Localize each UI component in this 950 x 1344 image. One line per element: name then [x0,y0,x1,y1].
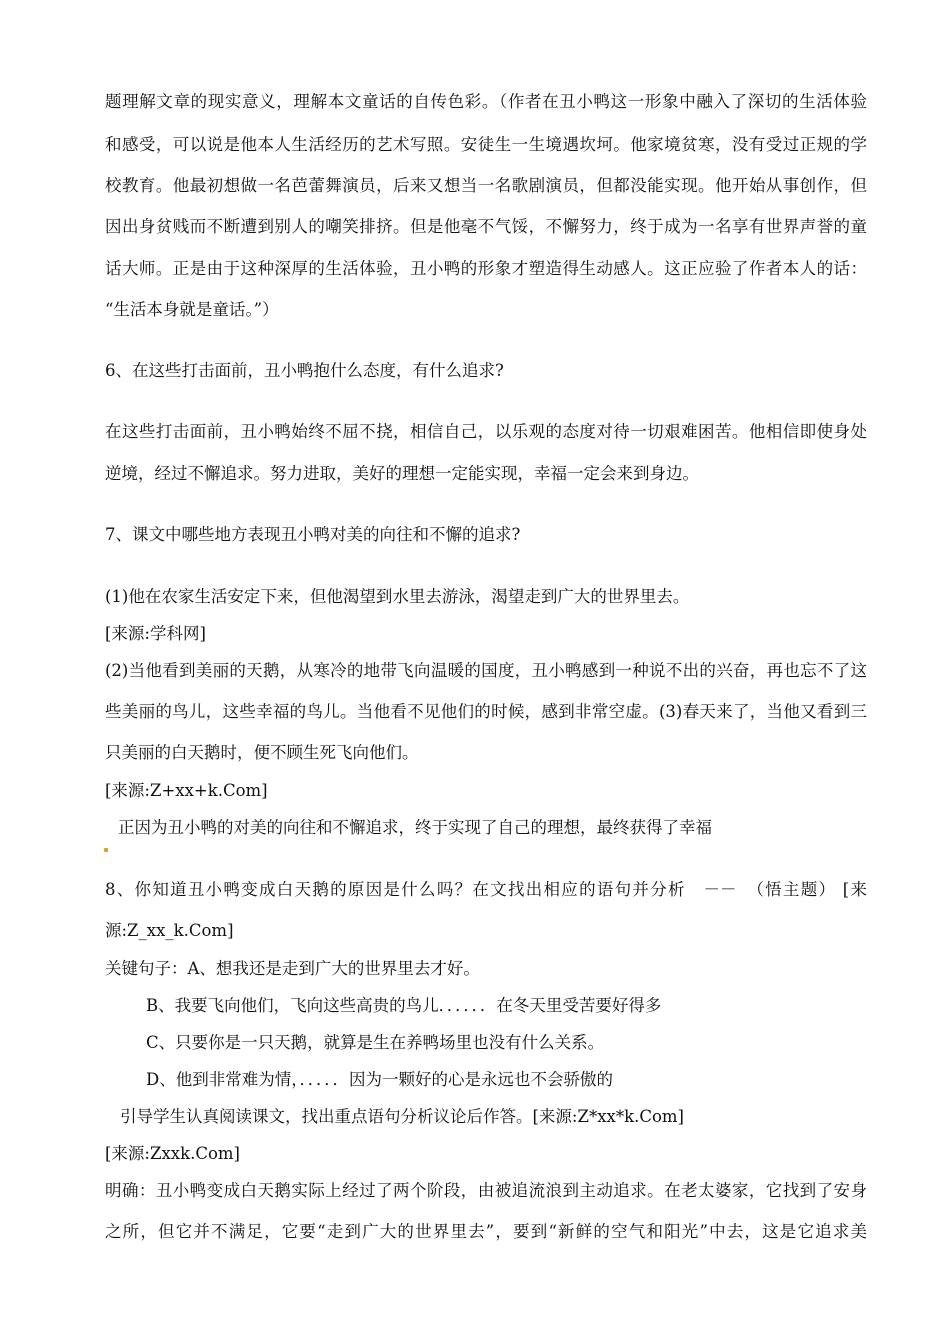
paragraph-line: 题理解文章的现实意义，理解本文童话的自传色彩。（作者在丑小鸭这一形象中融入了深切的生活体验 [105,92,867,111]
paragraph-line: 校教育。他最初想做一名芭蕾舞演员，后来又想当一名歌剧演员，但都没能实现。他开始从事创作，但 [105,176,867,195]
question-8-cont: 源:Z_xx_k.Com] [105,921,234,940]
paragraph-line: 话大师。正是由于这种深厚的生活体验，丑小鸭的形象才塑造得生动感人。这正应验了作者本人的话： [105,259,867,278]
source-note: [来源:学科网] [105,624,206,643]
answer-line: 些美丽的鸟儿，这些幸福的鸟儿。当他看不见他们的时候，感到非常空虚。(3)春天来了，当他又看到三 [105,702,867,721]
key-sentence-b: B、我要飞向他们，飞向这些高贵的鸟儿．．．．．．在冬天里受苦要好得多 [146,996,662,1015]
source-note: [来源:Zxxk.Com] [105,1144,240,1163]
paragraph-line: 因出身贫贱而不断遭到别人的嘲笑排挤。但是他毫不气馁，不懈努力，终于成为一名享有世界声誉的童 [105,217,867,236]
paragraph-line: “生活本身就是童话。”） [105,300,279,319]
answer-line: 只美丽的白天鹅时，便不顾生死飞向他们。 [105,743,419,762]
answer-line: 正因为丑小鸭的对美的向往和不懈追求，终于实现了自己的理想，最终获得了幸福 [118,818,712,837]
answer-line: (1)他在农家生活安定下来，但他渴望到水里去游泳，渴望走到广大的世界里去。 [105,587,690,606]
key-sentence-c: C、只要你是一只天鹅，就算是生在养鸭场里也没有什么关系。 [146,1033,605,1052]
source-note: [来源:Z+xx+k.Com] [105,781,268,800]
mark-dot [104,848,108,852]
paragraph-line: 和感受，可以说是他本人生活经历的艺术写照。安徒生一生境遇坎坷。他家境贫寒，没有受过正规的学 [105,135,867,154]
answer-line: 逆境，经过不懈追求。努力进取，美好的理想一定能实现，幸福一定会来到身边。 [105,464,699,483]
conclusion-line: 之所，但它并不满足，它要“走到广大的世界里去”，要到“新鲜的空气和阳光”中去，这是它追求美 [105,1222,867,1241]
question-7: 7、课文中哪些地方表现丑小鸭对美的向往和不懈的追求? [105,525,521,544]
guidance-line: 引导学生认真阅读课文，找出重点语句分析议论后作答。[来源:Z*xx*k.Com] [120,1107,684,1126]
answer-line: (2)当他看到美丽的天鹅，从寒冷的地带飞向温暖的国度，丑小鸭感到一种说不出的兴奋，再也忘不了这 [105,661,867,680]
question-8: 8、你知道丑小鸭变成白天鹅的原因是什么吗？在文找出相应的语句并分析 －－ （悟主题） [来 [105,880,867,899]
answer-line: 在这些打击面前，丑小鸭始终不屈不挠，相信自己，以乐观的态度对待一切艰难困苦。他相信即使身处 [105,422,867,441]
question-6: 6、在这些打击面前，丑小鸭抱什么态度，有什么追求? [105,361,504,380]
key-sentences: 关键句子：A、想我还是走到广大的世界里去才好。 [105,959,480,978]
conclusion-line: 明确：丑小鸭变成白天鹅实际上经过了两个阶段，由被追流浪到主动追求。在老太婆家，它找到了安身 [105,1181,867,1200]
key-sentence-d: D、他到非常难为情，．．．．．因为一颗好的心是永远也不会骄傲的 [146,1070,613,1089]
